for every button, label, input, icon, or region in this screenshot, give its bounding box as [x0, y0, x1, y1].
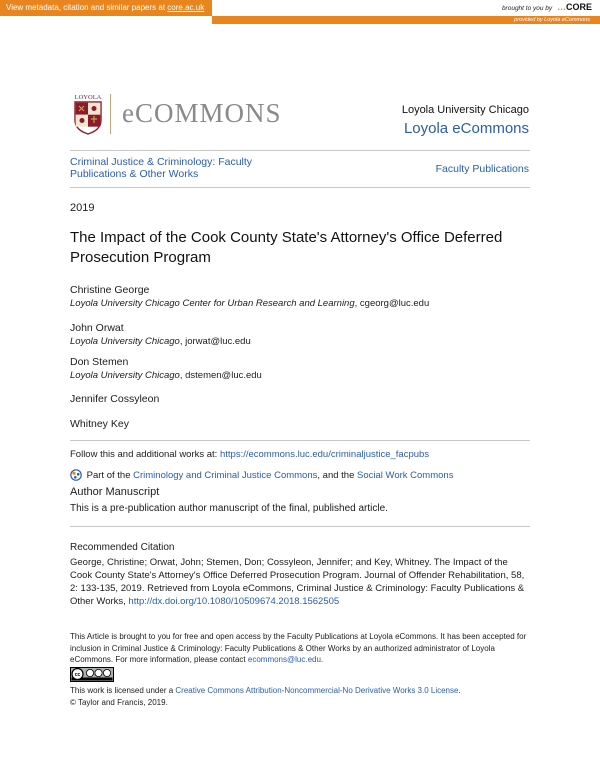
author-name: Jennifer Cossyleon	[70, 393, 160, 405]
author-entry	[70, 393, 159, 406]
loyola-seal-icon	[70, 92, 106, 136]
recommended-citation-heading: Recommended Citation	[70, 542, 175, 553]
doi-link[interactable]: http://dx.doi.org/10.1080/10509674.2018.1562505	[128, 596, 340, 607]
author-entry: John Orwat Loyola University Chicago, jorwat@luc.edu	[70, 322, 251, 347]
header-divider	[70, 150, 530, 151]
faculty-publications-link[interactable]: Faculty Publications	[435, 163, 529, 175]
author-affiliation: Loyola University Chicago	[70, 336, 180, 347]
part-of-line: Part of the Criminology and Criminal Justice Commons, and the Social Work Commons	[70, 469, 453, 481]
author-email: cgeorg@luc.edu	[359, 298, 430, 309]
core-metadata-link[interactable]: View metadata, citation and similar papers at core.ac.uk	[0, 0, 212, 16]
author-name: John Orwat	[70, 322, 124, 334]
series-link[interactable]: Criminal Justice & Criminology: Faculty Publications & Other Works	[70, 156, 253, 180]
license-line: This work is licensed under a Creative Commons Attribution-Noncommercial-No Derivative Works 3.0 License. © Taylor and Francis, 2019.	[70, 686, 461, 707]
author-entry: Don Stemen Loyola University Chicago, dstemen@luc.edu	[70, 356, 262, 381]
author-name: Don Stemen	[70, 356, 129, 368]
nav-divider	[70, 187, 530, 188]
author-name: Christine George	[70, 284, 150, 296]
author-entry: Christine George Loyola University Chicago Center for Urban Research and Learning, cgeorg@luc.edu	[70, 284, 430, 309]
author-name: Whitney Key	[70, 418, 129, 430]
manuscript-divider	[70, 526, 530, 527]
copyright-text: © Taylor and Francis, 2019.	[70, 697, 168, 707]
author-affiliation: Loyola University Chicago Center for Urban Research and Learning	[70, 298, 355, 309]
criminology-commons-link[interactable]: Criminology and Criminal Justice Commons	[133, 470, 318, 481]
institution-name: Loyola University Chicago	[401, 104, 529, 116]
logo-divider	[110, 94, 111, 134]
authors-divider	[70, 440, 530, 441]
svg-text:cc: cc	[74, 672, 81, 678]
core-banner	[0, 0, 600, 24]
author-entry	[70, 418, 129, 431]
ecommons-wordmark: eCOMMONS	[122, 98, 282, 128]
license-link[interactable]: Creative Commons Attribution-Noncommercial-No Derivative Works 3.0 License	[175, 686, 459, 695]
creative-commons-badge-icon[interactable]	[70, 667, 114, 682]
core-brought-by: brought to you by …CORE	[501, 2, 592, 12]
author-email: dstemen@luc.edu	[185, 370, 262, 381]
social-work-commons-link[interactable]: Social Work Commons	[357, 470, 454, 481]
commons-network-icon	[70, 469, 82, 481]
core-domain-link[interactable]: core.ac.uk	[167, 3, 205, 12]
svg-text:LOYOLA: LOYOLA	[74, 94, 102, 101]
core-logo[interactable]: …CORE	[556, 2, 592, 12]
access-notice: This Article is brought to you for free and open access by the Faculty Publications at Loyola eCommons. It has been accepted for inclusion in Criminal Justice & Criminology: Faculty Publications & Other Works by an authorized administrator of Loyola eCommons. For more information, please contact ecommons@luc.edu.	[70, 632, 527, 664]
collection-url-link[interactable]: https://ecommons.luc.edu/criminaljustice_facpubs	[219, 449, 430, 460]
recommended-citation-text: George, Christine; Orwat, John; Stemen, Don; Cossyleon, Jennifer; and Key, Whitney. The Impact of the Cook County State's Attorney's Office Deferred Prosecution Program. Journal of Offender Rehabilitation, 58, 2: 133-135, 2019. Retrieved from Loyola eCommons, Criminal Justice & Criminology: Faculty Publications & Other Works, http://dx.doi.org/10.1080/10509674.2018.1562505	[70, 557, 525, 607]
publication-year: 2019	[70, 202, 95, 214]
author-manuscript-heading: Author Manuscript	[70, 486, 160, 498]
article-title: The Impact of the Cook County State's Attorney's Office Deferred Prosecution Program	[70, 229, 503, 266]
author-affiliation: Loyola University Chicago	[70, 370, 180, 381]
author-email: jorwat@luc.edu	[185, 336, 251, 347]
follow-line: Follow this and additional works at: https://ecommons.luc.edu/criminaljustice_facpubs	[70, 449, 430, 460]
contact-email-link[interactable]: ecommons@luc.edu	[247, 655, 321, 664]
author-manuscript-text: This is a pre-publication author manuscript of the final, published article.	[70, 503, 388, 514]
repository-link[interactable]: Loyola eCommons	[403, 120, 529, 137]
core-provided-by[interactable]: provided by Loyola eCommons	[212, 16, 600, 24]
